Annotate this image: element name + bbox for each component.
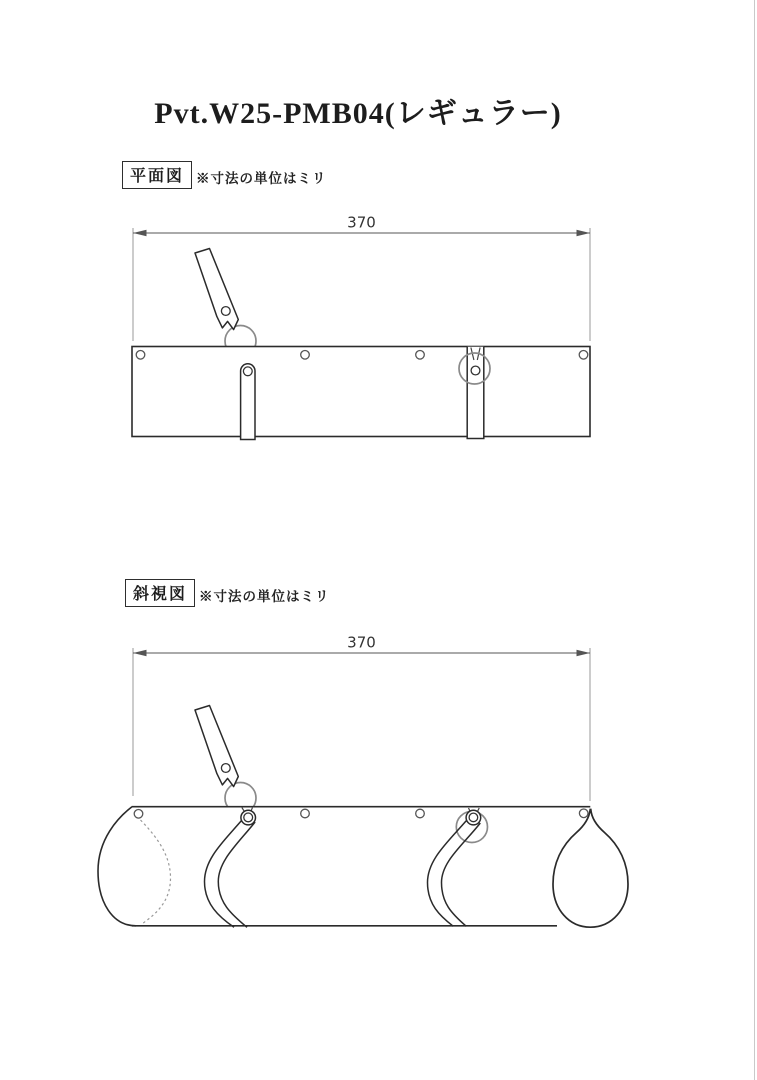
plan-dimension-value: 370	[347, 213, 376, 232]
plan-left-strap-hole	[243, 367, 252, 376]
oblique-view-label: 斜視図	[125, 579, 195, 607]
plan-right-strap-hole	[471, 366, 480, 375]
oblique-left-bulb	[98, 807, 136, 926]
plan-view-label: 平面図	[122, 161, 192, 189]
page-title: Pvt.W25-PMB04(レギュラー)	[154, 97, 562, 130]
oblique-right-strap-hole	[469, 813, 478, 822]
plan-dimension-line	[133, 214, 590, 237]
plan-angled-strap-hole	[221, 307, 230, 316]
oblique-angled-strap	[195, 706, 238, 787]
oblique-dimension-value: 370	[347, 633, 376, 652]
plan-view-drawing	[132, 214, 590, 440]
plan-rail-bar	[132, 347, 590, 437]
oblique-view-unit-note: ※寸法の単位はミリ	[199, 589, 330, 604]
page-edge-line	[754, 0, 755, 1080]
oblique-body-fill	[132, 807, 590, 926]
plan-right-hanging-strap	[467, 347, 484, 439]
oblique-left-strap-hole	[244, 813, 253, 822]
plan-angled-strap	[195, 249, 238, 330]
plan-extension-lines	[133, 228, 590, 341]
oblique-angled-strap-hole	[221, 764, 230, 773]
oblique-view-drawing	[98, 634, 628, 928]
oblique-dimension-line	[133, 634, 590, 657]
plan-view-unit-note: ※寸法の単位はミリ	[196, 171, 327, 186]
